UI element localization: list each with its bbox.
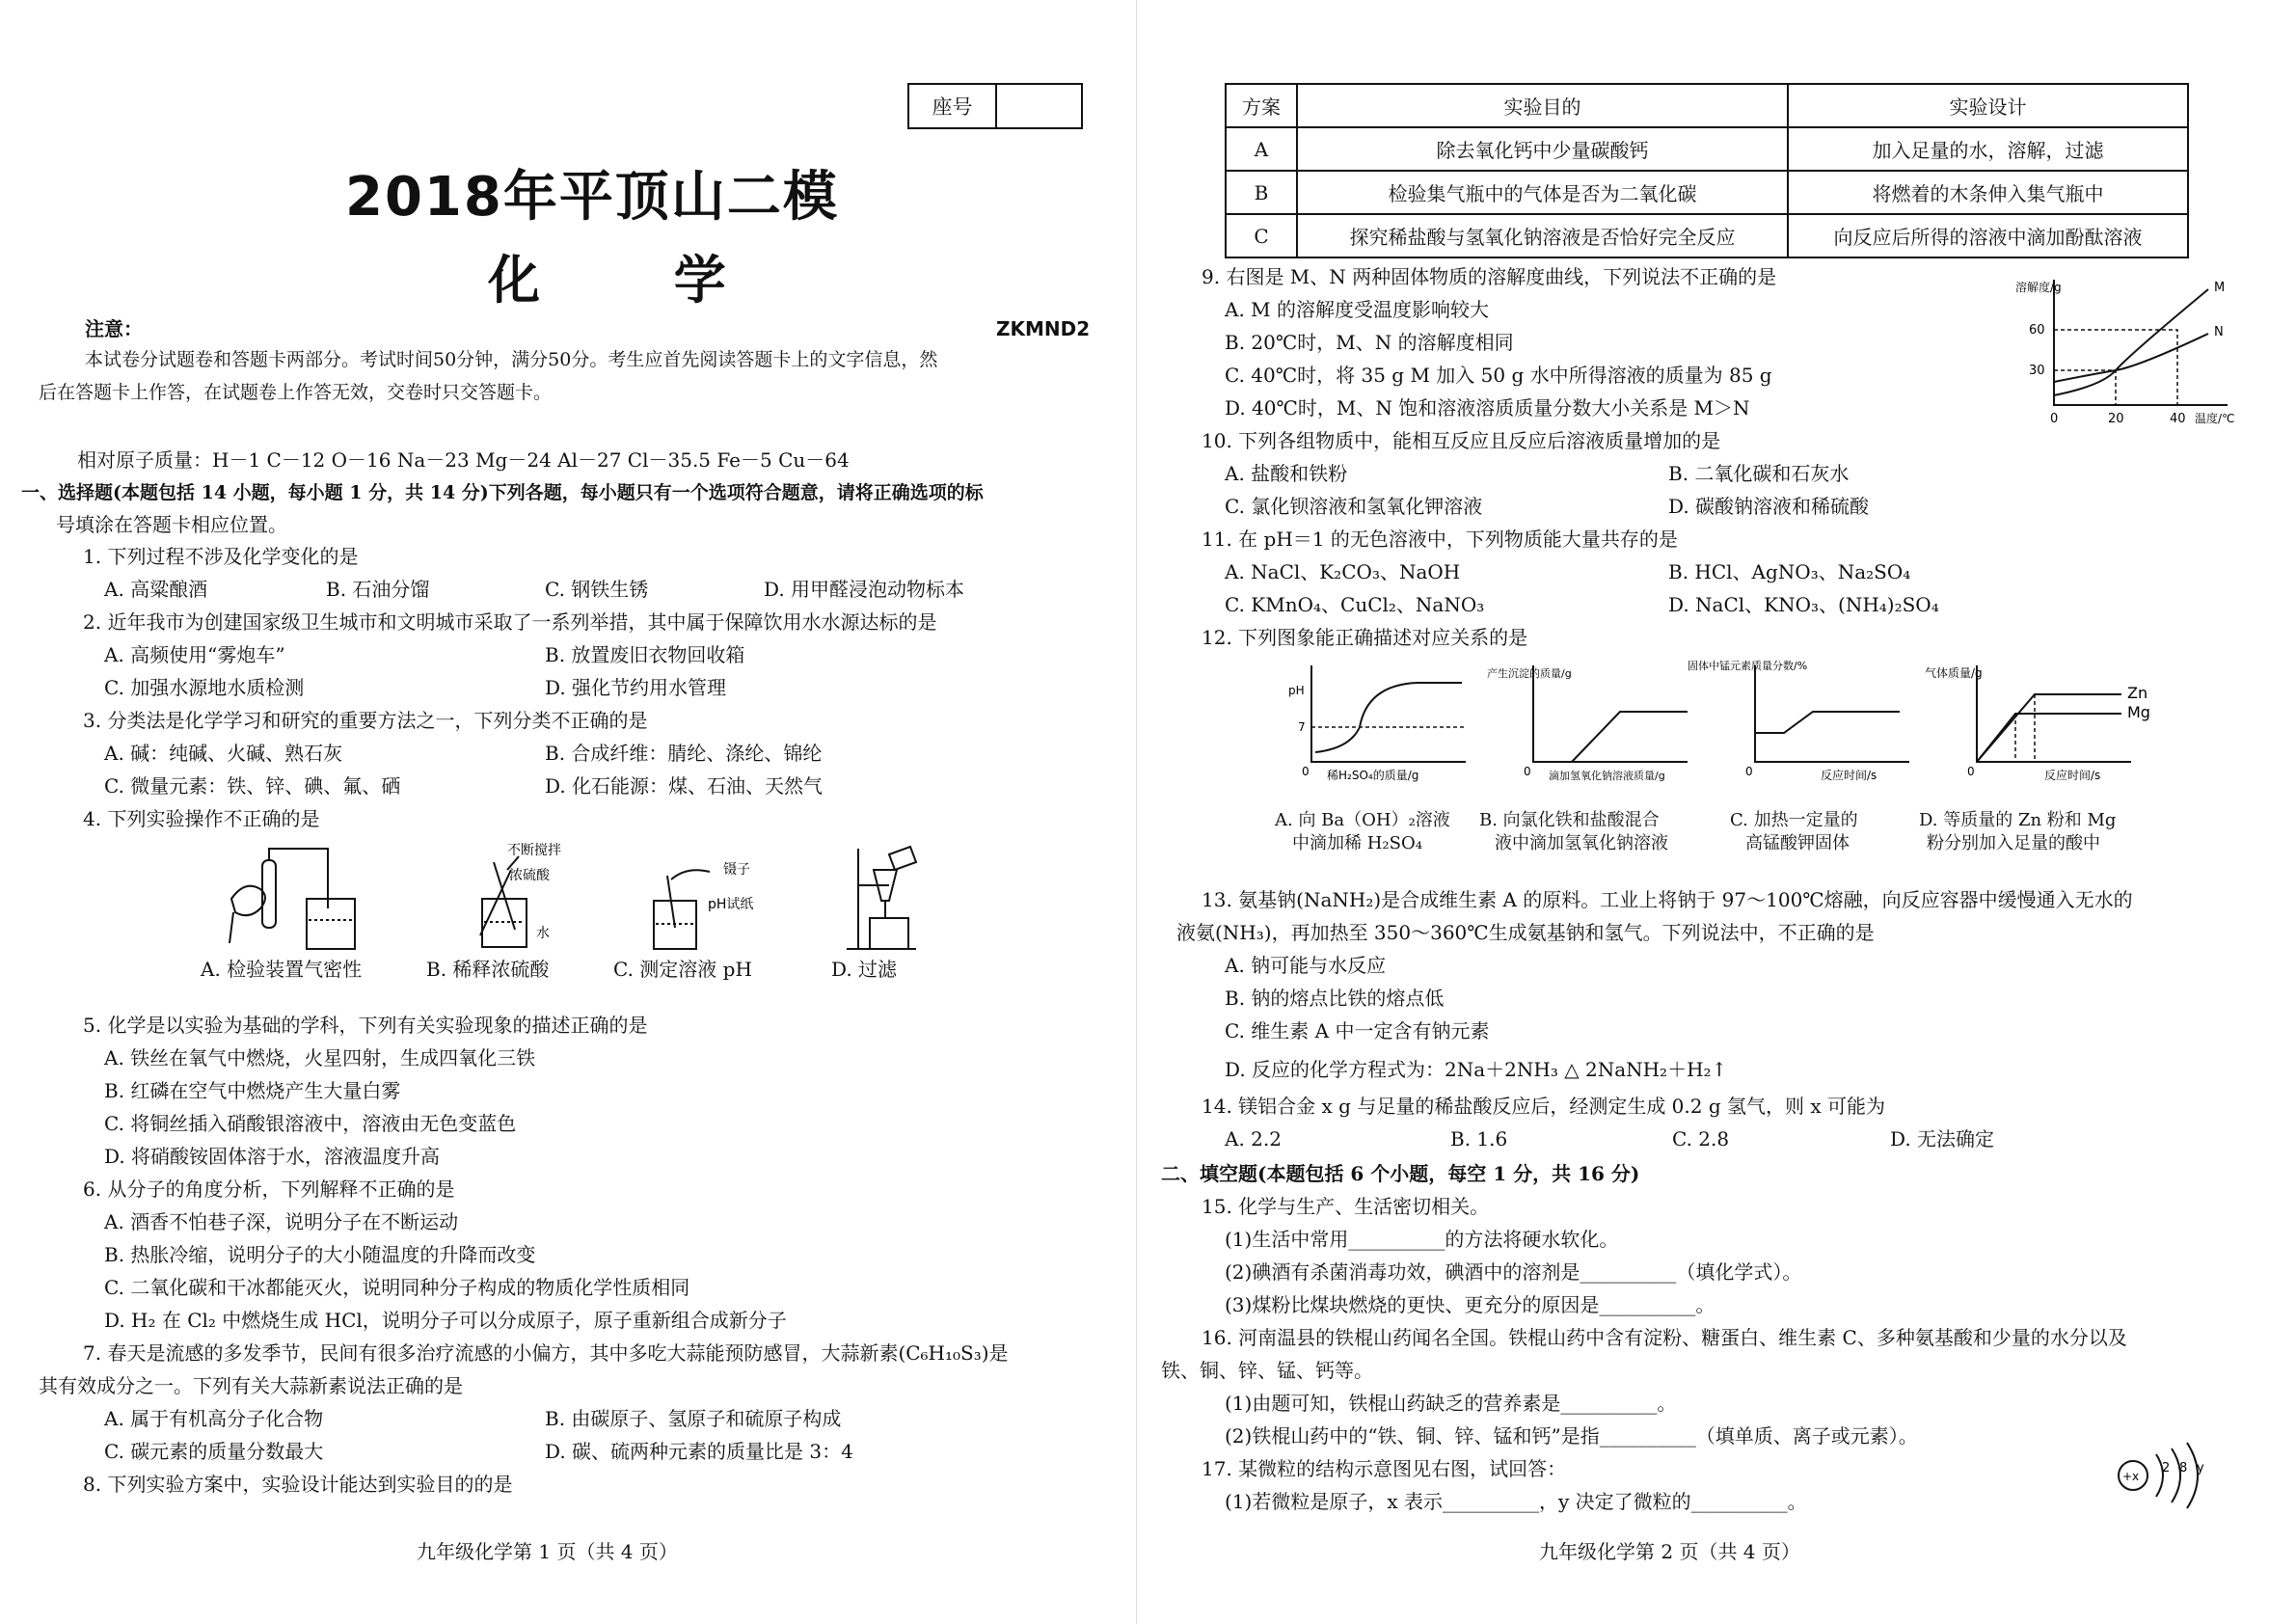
graph-a-seven: 7 (1298, 720, 1306, 734)
table-row (1226, 171, 2188, 214)
graph-ylabel: 溶解度/g (2015, 281, 2062, 294)
question-4: 4. 下列实验操作不正确的是 (83, 807, 320, 830)
q11-option-b: B. HCl、AgNO₃、Na₂SO₄ (1668, 560, 1911, 583)
q15-part-3: (3)煤粉比煤块燃烧的更快、更充分的原因是__________。 (1225, 1293, 1715, 1316)
ph-test-apparatus (654, 870, 710, 949)
tweezers-annotation: 镊子 (723, 862, 750, 878)
exam-code: ZKMND2 (996, 317, 1091, 340)
question-11: 11. 在 pH＝1 的无色溶液中，下列物质能大量共存的是 (1202, 528, 1678, 551)
table-header: 实验目的 (1297, 84, 1788, 127)
q12-caption-a-1: A. 向 Ba（OH）₂溶液 (1275, 810, 1450, 830)
question-16-line-2: 铁、铜、锌、锰、钙等。 (1161, 1359, 1373, 1382)
q2-option-b: B. 放置废旧衣物回收箱 (545, 643, 745, 666)
curve-a (1315, 683, 1462, 752)
graph-d-mg: Mg (2127, 703, 2150, 721)
graph-xlabel: 温度/℃ (2195, 412, 2235, 425)
graph-d-zero: 0 (1967, 765, 1975, 778)
table-cell: B (1226, 171, 1297, 214)
right-page (1148, 0, 2296, 1624)
table-cell: 除去氧化钙中少量碳酸钙 (1297, 127, 1788, 171)
question-9: 9. 右图是 M、N 两种固体物质的溶解度曲线，下列说法不正确的是 (1202, 265, 1777, 288)
graph-b-ylabel: 产生沉淀的质量/g (1487, 667, 1572, 680)
question-13-line-2: 液氨(NH₃)，再加热至 350～360℃生成氨基钠和氢气。下列说法中，不正确的是 (1176, 921, 1875, 944)
question-8: 8. 下列实验方案中，实验设计能达到实验目的的是 (83, 1473, 513, 1496)
q6-option-c: C. 二氧化碳和干冰都能灭火，说明同种分子构成的物质化学性质相同 (104, 1276, 690, 1299)
q12-caption-b-1: B. 向氯化铁和盐酸混合 (1479, 810, 1660, 830)
graph-d-xlabel: 反应时间/s (2044, 769, 2101, 782)
q5-option-a: A. 铁丝在氧气中燃烧，火星四射，生成四氧化三铁 (104, 1046, 536, 1069)
shell-1-label: 2 (2162, 1461, 2171, 1475)
q5-option-d: D. 将硝酸铵固体溶于水，溶液温度升高 (104, 1145, 441, 1168)
graph-a-xlabel: 稀H₂SO₄的质量/g (1327, 769, 1419, 782)
q9-option-d: D. 40℃时，M、N 饱和溶液溶质质量分数大小关系是 M＞N (1225, 396, 1750, 420)
q4-label-c: C. 测定溶液 pH (613, 958, 752, 981)
atomic-mass: 相对原子质量：H－1 C－12 O－16 Na－23 Mg－24 Al－27 Cl－35.5 Fe－5 Cu－64 (77, 448, 850, 472)
stir-annotation: 不断搅拌 (507, 843, 561, 858)
label-m: M (2214, 281, 2226, 295)
q7-option-c: C. 碳元素的质量分数最大 (104, 1440, 324, 1463)
q12-caption-d-2: 粉分别加入足量的酸中 (1927, 833, 2100, 853)
section1-line-2: 号填涂在答题卡相应位置。 (56, 513, 287, 536)
notice-label: 注意： (85, 317, 143, 340)
q16-part-2: (2)铁棍山药中的“铁、铜、锌、锰和钙”是指__________（填单质、离子或元素）。 (1225, 1424, 1918, 1448)
question-14: 14. 镁铝合金 x g 与足量的稀盐酸反应后，经测定生成 0.2 g 氢气，则 x 可能为 (1202, 1095, 1885, 1118)
q13-option-c: C. 维生素 A 中一定含有钠元素 (1225, 1019, 1490, 1042)
q13-option-a: A. 钠可能与水反应 (1225, 954, 1387, 977)
exam-subject: 化 学 (488, 250, 784, 311)
q7-option-a: A. 属于有机高分子化合物 (104, 1407, 324, 1430)
q2-option-c: C. 加强水源地水质检测 (104, 676, 305, 699)
q15-part-2: (2)碘酒有杀菌消毒功效，碘酒中的溶剂是__________（填化学式）。 (1225, 1260, 1802, 1284)
water-annotation: 水 (536, 926, 550, 941)
q14-option-a: A. 2.2 (1225, 1127, 1282, 1150)
graph-b-xlabel: 滴加氢氧化钠溶液质量/g (1549, 770, 1665, 782)
table-header-row (1226, 84, 2188, 127)
q6-option-b: B. 热胀冷缩，说明分子的大小随温度的升降而改变 (104, 1243, 536, 1266)
question-7-line-2: 其有效成分之一。下列有关大蒜新素说法正确的是 (39, 1374, 463, 1397)
q9-option-c: C. 40℃时，将 35 g M 加入 50 g 水中所得溶液的质量为 85 g (1225, 364, 1772, 387)
curve-n (2054, 334, 2208, 382)
q1-option-c: C. 钢铁生锈 (545, 578, 649, 601)
question-13-line-1: 13. 氨基钠(NaNH₂)是合成维生素 A 的原料。工业上将钠于 97～100℃熔融，向反应容器中缓慢通入无水的 (1202, 888, 2133, 911)
curve-zn (1977, 694, 2121, 762)
question-6: 6. 从分子的角度分析，下列解释不正确的是 (83, 1177, 455, 1201)
question-2: 2. 近年我市为创建国家级卫生城市和文明城市采取了一系列举措，其中属于保障饮用水水源达标的是 (83, 610, 937, 634)
q10-option-d: D. 碳酸钠溶液和稀硫酸 (1668, 495, 1870, 518)
q11-option-c: C. KMnO₄、CuCl₂、NaNO₃ (1225, 593, 1485, 616)
graph-c-xlabel: 反应时间/s (1821, 769, 1877, 782)
curve-b (1533, 712, 1688, 762)
q17-part-1: (1)若微粒是原子，x 表示__________，y 决定了微粒的__________。 (1225, 1490, 1807, 1513)
graph-d-zn: Zn (2127, 684, 2148, 702)
question-17: 17. 某微粒的结构示意图见右图，试回答： (1202, 1457, 1567, 1480)
q6-option-a: A. 酒香不怕巷子深，说明分子在不断运动 (104, 1210, 459, 1233)
q9-option-a: A. M 的溶解度受温度影响较大 (1225, 298, 1489, 321)
q14-option-c: C. 2.8 (1672, 1127, 1730, 1150)
section1-line-1: 一、选择题(本题包括 14 小题，每小题 1 分，共 14 分)下列各题，每小题只有一个选项符合题意，请将正确选项的标 (21, 482, 984, 503)
question-1: 1. 下列过程不涉及化学变化的是 (83, 545, 359, 568)
table-cell: 向反应后所得的溶液中滴加酚酞溶液 (1788, 214, 2188, 257)
graph-a-zero: 0 (1302, 765, 1310, 778)
q5-option-b: B. 红磷在空气中燃烧产生大量白雾 (104, 1079, 401, 1102)
q8-plan-table (1225, 83, 2189, 258)
q3-option-b: B. 合成纤维：腈纶、涤纶、锦纶 (545, 742, 823, 765)
tick-20: 20 (2108, 412, 2124, 426)
nucleus-label: +x (2122, 1470, 2140, 1483)
q2-option-a: A. 高频使用“雾炮车” (104, 643, 285, 666)
q1-option-b: B. 石油分馏 (326, 578, 430, 601)
q13-option-b: B. 钠的熔点比铁的熔点低 (1225, 987, 1445, 1010)
table-cell: 探究稀盐酸与氢氧化钠溶液是否恰好完全反应 (1297, 214, 1788, 257)
table-row (1226, 127, 2188, 171)
filtration-apparatus (847, 847, 916, 949)
q7-option-b: B. 由碳原子、氢原子和硫原子构成 (545, 1407, 842, 1430)
graph-c-ylabel: 固体中锰元素质量分数/% (1688, 660, 1808, 672)
table-cell: A (1226, 127, 1297, 171)
table-row (1226, 214, 2188, 257)
seat-number-field[interactable] (997, 85, 1081, 127)
seat-number-box (907, 83, 1083, 129)
q10-option-c: C. 氯化钡溶液和氢氧化钾溶液 (1225, 495, 1483, 518)
page-divider (1136, 0, 1137, 1624)
q15-part-1: (1)生活中常用__________的方法将硬水软化。 (1225, 1228, 1619, 1251)
q16-part-1: (1)由题可知，铁棍山药缺乏的营养素是__________。 (1225, 1392, 1677, 1415)
table-header: 实验设计 (1788, 84, 2188, 127)
table-cell: 加入足量的水，溶解，过滤 (1788, 127, 2188, 171)
ph-paper-annotation: pH试纸 (708, 897, 754, 912)
gas-tightness-apparatus (230, 849, 355, 949)
q14-option-d: D. 无法确定 (1890, 1127, 1995, 1150)
page-footer-2: 九年级化学第 2 页（共 4 页） (1539, 1540, 1800, 1563)
q10-option-b: B. 二氧化碳和石灰水 (1668, 462, 1850, 485)
q3-option-a: A. 碱：纯碱、火碱、熟石灰 (104, 742, 343, 765)
q6-option-d: D. H₂ 在 Cl₂ 中燃烧生成 HCl，说明分子可以分成原子，原子重新组合成新分子 (104, 1309, 787, 1332)
q12-caption-d-1: D. 等质量的 Zn 粉和 Mg (1919, 810, 2117, 830)
q13-option-d: D. 反应的化学方程式为：2Na＋2NH₃ △ 2NaNH₂＋H₂↑ (1225, 1058, 1728, 1081)
left-page (0, 0, 1128, 1624)
question-3: 3. 分类法是化学学习和研究的重要方法之一，下列分类不正确的是 (83, 709, 648, 732)
particle-structure-figure (2112, 1437, 2228, 1514)
q9-option-b: B. 20℃时，M、N 的溶解度相同 (1225, 331, 1514, 354)
question-5: 5. 化学是以实验为基础的学科，下列有关实验现象的描述正确的是 (83, 1014, 648, 1037)
notice-line-2: 后在答题卡上作答，在试题卷上作答无效，交卷时只交答题卡。 (39, 382, 553, 403)
question-16-line-1: 16. 河南温县的铁棍山药闻名全国。铁棍山药中含有淀粉、糖蛋白、维生素 C、多种氨基酸和少量的水分以及 (1202, 1326, 2127, 1349)
q1-option-a: A. 高粱酿酒 (104, 578, 208, 601)
tick-60: 60 (2029, 323, 2045, 338)
question-7-line-1: 7. 春天是流感的多发季节，民间有很多治疗流感的小偏方，其中多吃大蒜能预防感冒，大蒜新素(C₆H₁₀S₃)是 (83, 1341, 1009, 1365)
q10-option-a: A. 盐酸和铁粉 (1225, 462, 1348, 485)
q4-label-d: D. 过滤 (831, 958, 898, 981)
q4-label-a: A. 检验装置气密性 (201, 958, 363, 981)
label-n: N (2214, 325, 2224, 339)
q12-caption-c-1: C. 加热一定量的 (1730, 810, 1858, 830)
curve-m (2054, 289, 2208, 395)
q12-graphs (1273, 656, 2218, 791)
tick-0: 0 (2050, 412, 2059, 426)
q14-option-b: B. 1.6 (1450, 1127, 1508, 1150)
graph-a-ylabel: pH (1288, 684, 1305, 697)
q11-option-a: A. NaCl、K₂CO₃、NaOH (1225, 560, 1461, 583)
conc-acid-annotation: 浓硫酸 (509, 868, 550, 883)
tick-40: 40 (2170, 412, 2186, 426)
q1-option-d: D. 用甲醛浸泡动物标本 (764, 578, 965, 601)
question-12: 12. 下列图象能正确描述对应关系的是 (1202, 626, 1528, 649)
table-cell: C (1226, 214, 1297, 257)
q12-caption-a-2: 中滴加稀 H₂SO₄ (1292, 833, 1422, 853)
q2-option-d: D. 强化节约用水管理 (545, 676, 727, 699)
q3-option-c: C. 微量元素：铁、锌、碘、氟、硒 (104, 774, 401, 798)
shell-2-label: 8 (2179, 1461, 2188, 1475)
table-cell: 检验集气瓶中的气体是否为二氧化碳 (1297, 171, 1788, 214)
graph-c-zero: 0 (1745, 765, 1753, 778)
table-cell: 将燃着的木条伸入集气瓶中 (1788, 171, 2188, 214)
graph-b-zero: 0 (1524, 765, 1531, 778)
seat-number-label: 座号 (909, 85, 997, 127)
question-15: 15. 化学与生产、生活密切相关。 (1202, 1195, 1490, 1218)
page-footer-1: 九年级化学第 1 页（共 4 页） (417, 1540, 678, 1563)
graph-d-ylabel: 气体质量/g (1925, 666, 1983, 680)
table-header: 方案 (1226, 84, 1297, 127)
tick-30: 30 (2029, 364, 2045, 378)
shell-3-label: y (2197, 1461, 2204, 1475)
notice-line-1: 本试卷分试题卷和答题卡两部分。考试时间50分钟，满分50分。考生应首先阅读答题卡上的文字信息，然 (85, 349, 938, 370)
q3-option-d: D. 化石能源：煤、石油、天然气 (545, 774, 824, 798)
q12-caption-c-2: 高锰酸钾固体 (1745, 833, 1850, 853)
q7-option-d: D. 碳、硫两种元素的质量比是 3：4 (545, 1440, 853, 1463)
curve-c (1755, 712, 1900, 733)
q9-solubility-graph (2015, 270, 2247, 434)
q5-option-c: C. 将铜丝插入硝酸银溶液中，溶液由无色变蓝色 (104, 1112, 517, 1135)
section2-heading: 二、填空题(本题包括 6 个小题，每空 1 分，共 16 分) (1161, 1162, 1640, 1185)
q11-option-d: D. NaCl、KNO₃、(NH₄)₂SO₄ (1668, 593, 1939, 616)
question-10: 10. 下列各组物质中，能相互反应且反应后溶液质量增加的是 (1202, 429, 1721, 452)
exam-title: 2018年平顶山二模 (345, 166, 839, 229)
q12-caption-b-2: 液中滴加氢氧化钠溶液 (1495, 833, 1668, 853)
q4-apparatus-figure (222, 841, 974, 957)
q4-label-b: B. 稀释浓硫酸 (426, 958, 550, 981)
